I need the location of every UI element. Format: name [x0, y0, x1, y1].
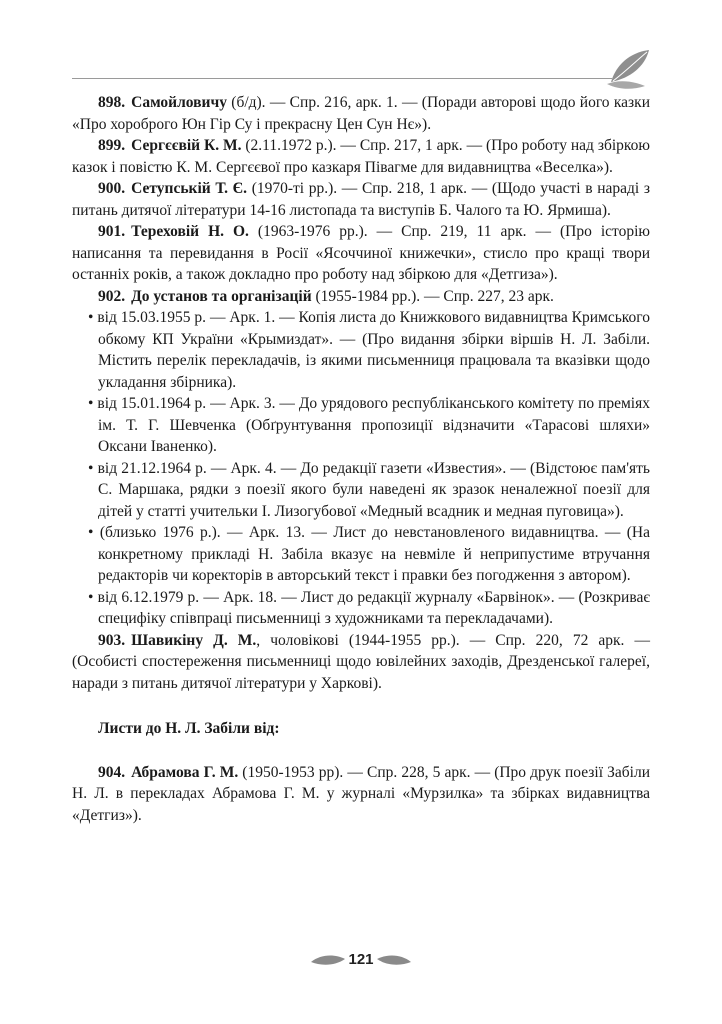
bullet-icon: • [88, 309, 98, 326]
entry-description: , чоловікові (1944-1955 рр.). — Спр. 220, 72 арк. — (Особисті спостереження письменниці щодо ювілейних заходів, Дрезденської галереї, наради з питань дитячої літератури у Харкові). [72, 631, 650, 692]
bullet-icon: • [88, 588, 98, 606]
entry-number: 901. [98, 223, 126, 240]
entry-number: 899. [98, 137, 126, 154]
entry-recipient: Тереховій Н. О. [131, 223, 249, 240]
header-rule [72, 78, 612, 79]
entry-description: (2.11.1972 р.). — Спр. 217, 1 арк. — (Про роботу над збіркою казок і повістю К. М. Сергєєвої про казкаря Півагме для видавництва «Веселка»). [72, 137, 650, 176]
list-item-text: від 15.01.1964 р. — Арк. 3. — До урядового республіканського комітету по преміях ім. Т. Г. Шевченка (Обґрунтування пропозиції відзначити «Тарасові шляхи» Оксани Іваненко). [97, 395, 650, 455]
entry-recipient: Самойловичу [131, 94, 227, 111]
entry-description: (б/д). — Спр. 216, арк. 1. — (Поради авторові щодо його казки «Про хороброго Юн Гір Су і прекрасну Цен Сун Нє»). [72, 94, 650, 133]
entry-number: 898. [98, 94, 126, 111]
archive-listing [72, 92, 650, 826]
entry-number: 904. [98, 763, 126, 781]
list-item-text: від 15.03.1955 р. — Арк. 1. — Копія листа до Книжкового видавництва Кримського обкому КП України «Крымиздат». — (Про видання збірки віршів Н. Л. Забіли. Містить перелік перекладачів, із якими письменниця працювала та вказівки щодо укладання збірника). [97, 309, 650, 391]
entry-description: (1955-1984 рр.). — Спр. 227, 23 арк. [311, 287, 554, 305]
bullet-icon: • [88, 395, 98, 412]
page-number-text: 121 [348, 951, 374, 968]
entry-description: (1970-ті рр.). — Спр. 218, 1 арк. — (Щодо участі в нараді з питань дитячої літератури 14-16 листопада та виступів Б. Чалого та Ю. Ярмиша). [72, 180, 650, 219]
entry-recipient: Абрамова Г. М. [131, 763, 239, 781]
entry-903 [72, 630, 650, 695]
bullet-icon: • [88, 459, 98, 477]
entry-recipient: Шавикіну Д. М. [131, 631, 257, 649]
list-item [72, 393, 650, 458]
entry-description: (1950-1953 рр). — Спр. 228, 5 арк. — (Про друк поезії Забіли Н. Л. в перекладах Абрамова Г. М. у журналі «Мурзилка» та збірках видавництва «Детгиз»). [72, 763, 650, 824]
list-item-text: (близько 1976 р.). — Арк. 13. — Лист до невстановленого видавництва. — (На конкретному прикладі Н. Забіла вказує на невміле й неприпустиме втручання редакторів чи коректорів в авторський текст і правки без погодження з автором). [98, 524, 650, 584]
entry-900 [72, 178, 650, 221]
entry-899 [72, 135, 650, 178]
list-item [72, 522, 650, 587]
list-item [72, 587, 650, 630]
list-item [72, 458, 650, 523]
entry-902 [72, 286, 650, 308]
entry-898 [72, 92, 650, 135]
entry-recipient: До установ та організацій [131, 287, 312, 305]
bullet-icon: • [88, 524, 100, 541]
leaf-ornament-icon [605, 44, 653, 92]
entry-number: 902. [98, 287, 126, 305]
entry-recipient: Сетупській Т. Є. [131, 180, 248, 197]
entry-number: 900. [98, 180, 126, 197]
entry-description: (1963-1976 рр.). — Спр. 219, 11 арк. — (Про історію написання та перевидання в Росії «Ясоччиної книжечки», стисло про кращі твори останніх років, а також докладно про роботу над збіркою для «Детгиза»). [72, 223, 650, 283]
entry-number: 903. [98, 631, 126, 649]
page-number-swash-icon [377, 953, 411, 967]
section-heading: Листи до Н. Л. Забіли від: [98, 720, 280, 737]
list-item-text: від 6.12.1979 р. — Арк. 18. — Лист до редакції журналу «Барвінок». — (Розкриває специфіку співпраці письменниці з художниками та перекладачами). [97, 588, 650, 627]
page-number [311, 950, 411, 970]
entry-904 [72, 762, 650, 827]
entry-recipient: Сергєєвій К. М. [131, 137, 242, 154]
list-item-text: від 21.12.1964 р. — Арк. 4. — До редакції газети «Известия». — (Відстоює пам'ять С. Маршака, рядки з поезії якого були наведені як зразок неналежної поезії для дітей у статті учительки І. Лизогубової «Медный всадник и медная пуговица»). [97, 459, 650, 520]
list-item [72, 307, 650, 393]
entry-901 [72, 221, 650, 286]
